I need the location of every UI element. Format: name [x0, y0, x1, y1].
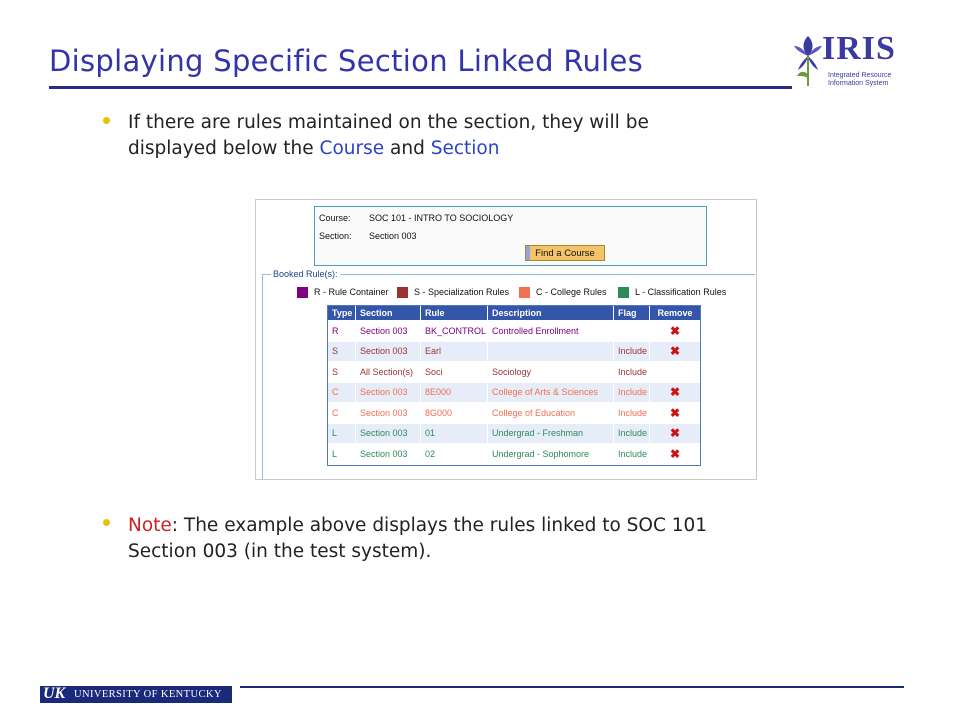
remove-cell	[650, 424, 700, 444]
cell-section: Section 003	[356, 321, 421, 341]
legend-label: L - Classification Rules	[635, 287, 727, 297]
remove-x-icon[interactable]: ✖	[669, 405, 681, 420]
cell-flag: Include	[614, 403, 650, 423]
legend-swatch	[397, 287, 408, 298]
cell-description: College of Arts & Sciences	[488, 383, 614, 403]
cell-section: Section 003	[356, 444, 421, 464]
cell-type: L	[328, 424, 356, 444]
logo-subtitle-line2: Information System	[828, 80, 889, 87]
table-row	[328, 362, 700, 383]
booked-rules-group	[262, 269, 755, 479]
cell-type: R	[328, 321, 356, 341]
remove-cell	[650, 444, 700, 464]
cell-rule: Soci	[421, 362, 488, 382]
cell-description: Sociology	[488, 362, 614, 382]
cell-section: Section 003	[356, 424, 421, 444]
legend-swatch	[297, 287, 308, 298]
bullet1-line2	[128, 136, 649, 162]
cell-description	[488, 342, 614, 362]
bullet1-and: and	[384, 138, 431, 159]
embedded-screenshot	[255, 199, 757, 480]
cell-rule: 8G000	[421, 403, 488, 423]
bullet1-text: displayed below the	[128, 138, 320, 159]
slide-title: Displaying Specific Section Linked Rules	[49, 44, 644, 78]
remove-x-icon[interactable]: ✖	[669, 344, 681, 359]
remove-cell	[650, 342, 700, 362]
cell-description: Undergrad - Freshman	[488, 424, 614, 444]
find-course-button[interactable]	[525, 245, 605, 261]
bullet2-line1	[128, 513, 707, 539]
header-rule: Rule	[421, 306, 488, 320]
bullet2-text: : The example above displays the rules linked to SOC 101	[171, 515, 708, 536]
bullet-dot	[103, 519, 110, 526]
iris-logo	[788, 30, 898, 92]
section-value: Section 003	[369, 231, 417, 241]
bullet-dot	[103, 117, 110, 124]
footer-rule	[240, 686, 904, 688]
remove-x-icon[interactable]: ✖	[669, 446, 681, 461]
table-row	[328, 403, 700, 424]
cell-rule: BK_CONTROL	[421, 321, 488, 341]
legend-swatch	[618, 287, 629, 298]
cell-section: Section 003	[356, 383, 421, 403]
cell-type: L	[328, 444, 356, 464]
cell-rule: 01	[421, 424, 488, 444]
cell-rule: Earl	[421, 342, 488, 362]
legend-label: C - College Rules	[536, 287, 607, 297]
uk-footer-logo	[40, 686, 232, 703]
remove-x-icon[interactable]: ✖	[669, 426, 681, 441]
cell-type: C	[328, 383, 356, 403]
cell-type: S	[328, 362, 356, 382]
table-row	[328, 321, 700, 342]
table-row	[328, 424, 700, 445]
cell-section: Section 003	[356, 403, 421, 423]
course-selection-box	[314, 206, 707, 266]
cell-rule: 02	[421, 444, 488, 464]
find-course-label: Find a Course	[535, 247, 595, 259]
bullet-paragraph-2	[128, 513, 707, 565]
course-value: SOC 101 - INTRO TO SOCIOLOGY	[369, 213, 514, 223]
title-underline	[49, 86, 792, 89]
remove-cell	[650, 403, 700, 423]
cell-flag: Include	[614, 424, 650, 444]
course-keyword: Course	[319, 138, 385, 159]
section-keyword: Section	[430, 138, 500, 159]
header-flag: Flag	[614, 306, 650, 320]
cell-section: All Section(s)	[356, 362, 421, 382]
bullet1-line1: If there are rules maintained on the section, they will be	[128, 112, 649, 133]
button-edge	[526, 246, 530, 260]
cell-type: C	[328, 403, 356, 423]
uk-mark: UK	[43, 685, 66, 702]
legend-swatch	[519, 287, 530, 298]
header-description: Description	[488, 306, 614, 320]
booked-rules-title: Booked Rule(s):	[273, 269, 338, 279]
booked-rules-table	[327, 305, 701, 466]
cell-description: College of Education	[488, 403, 614, 423]
table-row	[328, 342, 700, 363]
remove-x-icon[interactable]: ✖	[669, 323, 681, 338]
cell-description: Undergrad - Sophomore	[488, 444, 614, 464]
course-label: Course:	[319, 213, 351, 223]
cell-flag: Include	[614, 342, 650, 362]
logo-subtitle-line1: Integrated Resource	[828, 72, 892, 79]
header-section: Section	[356, 306, 421, 320]
remove-cell	[650, 362, 700, 382]
remove-cell	[650, 321, 700, 341]
table-header-row	[328, 306, 700, 321]
logo-wordmark: IRIS	[822, 30, 896, 67]
header-remove: Remove	[657, 308, 693, 318]
bullet2-line2: Section 003 (in the test system).	[128, 541, 432, 562]
cell-flag: Include	[614, 383, 650, 403]
university-name: UNIVERSITY OF KENTUCKY	[74, 689, 222, 700]
cell-flag: Include	[614, 444, 650, 464]
cell-description: Controlled Enrollment	[488, 321, 614, 341]
remove-x-icon[interactable]: ✖	[669, 385, 681, 400]
table-row	[328, 383, 700, 404]
cell-rule: 8E000	[421, 383, 488, 403]
remove-cell	[650, 383, 700, 403]
legend-label: S - Specialization Rules	[414, 287, 510, 297]
cell-flag	[614, 321, 650, 341]
section-label: Section:	[319, 231, 352, 241]
cell-type: S	[328, 342, 356, 362]
header-type: Type	[328, 306, 356, 320]
cell-section: Section 003	[356, 342, 421, 362]
legend-label: R - Rule Container	[314, 287, 389, 297]
cell-flag: Include	[614, 362, 650, 382]
bullet-paragraph-1	[128, 110, 649, 162]
table-row	[328, 444, 700, 465]
note-keyword: Note	[128, 515, 172, 536]
